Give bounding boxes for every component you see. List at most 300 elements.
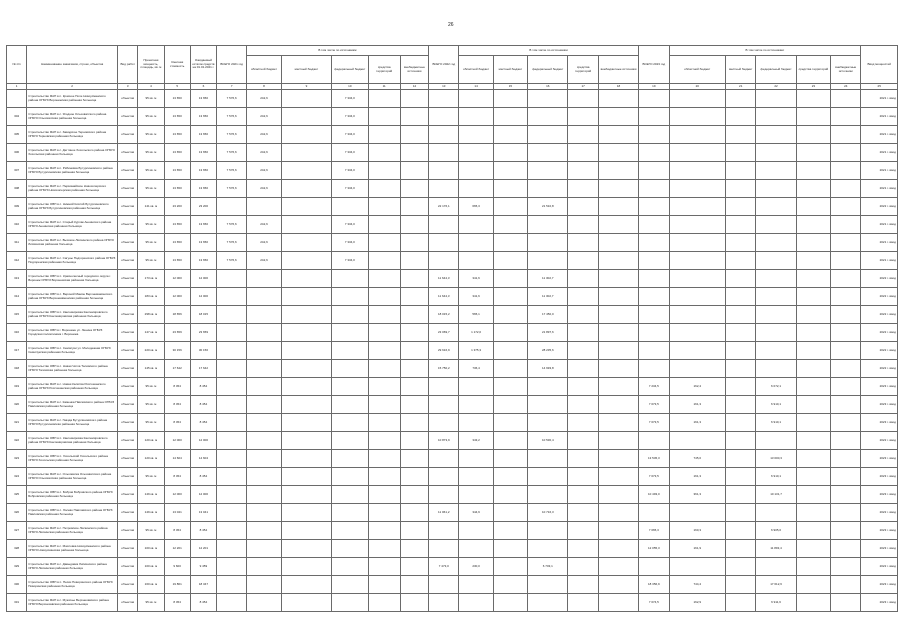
source-2021 — [281, 486, 332, 504]
source-2021 — [247, 450, 281, 468]
source-2021 — [332, 378, 368, 396]
source-2022 — [528, 576, 568, 594]
source-2022 — [459, 162, 493, 180]
column-number: 1 — [7, 84, 27, 90]
source-2023 — [726, 450, 756, 468]
source-2022 — [568, 378, 598, 396]
source-2023 — [796, 198, 830, 216]
source-2022 — [568, 252, 598, 270]
source-2022 — [459, 468, 493, 486]
source-2023 — [756, 216, 796, 234]
source-2022 — [598, 288, 638, 306]
header-total-2023: ВСЕГО 2023 год — [639, 46, 669, 84]
source-2021 — [368, 432, 400, 450]
work-type: объектов — [118, 504, 138, 522]
estimated-cost: 13 650 — [164, 252, 190, 270]
commissioning-year: 2023 г. ввод — [861, 522, 898, 540]
source-2023 — [796, 576, 830, 594]
source-2023 — [796, 144, 830, 162]
source-2022 — [493, 558, 527, 576]
commissioning-year: 2021 г. ввод — [861, 252, 898, 270]
commissioning-year: 2023 г. ввод — [861, 594, 898, 612]
header-src-2022: внебюджетные источники — [598, 56, 638, 84]
source-2021 — [368, 252, 400, 270]
source-2023 — [726, 504, 756, 522]
total-2023 — [639, 504, 669, 522]
source-2022 — [493, 90, 527, 108]
column-number: 2 — [27, 84, 118, 90]
source-2021 — [247, 324, 281, 342]
total-2021 — [217, 324, 247, 342]
table-row — [7, 90, 898, 108]
work-type: объектов — [118, 360, 138, 378]
source-2021 — [400, 162, 428, 180]
source-2023 — [831, 180, 861, 198]
header-src-2023: местный бюджет — [726, 56, 756, 84]
source-2023 — [726, 414, 756, 432]
source-2023: 161,9 — [669, 540, 726, 558]
source-2022 — [528, 144, 568, 162]
source-2023 — [796, 342, 830, 360]
column-number: 12 — [400, 84, 428, 90]
column-number: 5 — [164, 84, 190, 90]
source-2022 — [493, 360, 527, 378]
commissioning-year: 2023 г. ввод — [861, 396, 898, 414]
source-2022 — [528, 468, 568, 486]
source-2023 — [669, 288, 726, 306]
source-2023 — [669, 90, 726, 108]
table-row — [7, 558, 898, 576]
source-2023 — [796, 288, 830, 306]
source-2021 — [281, 594, 332, 612]
source-2022 — [493, 576, 527, 594]
total-2023: 18 356,9 — [639, 576, 669, 594]
source-2021 — [332, 594, 368, 612]
object-name: Строительство ОВП в с. Бобров Бобровского района ОГБУЗ Бобровская районная больница — [27, 486, 118, 504]
work-type: объектов — [118, 180, 138, 198]
source-2021 — [281, 144, 332, 162]
total-2023 — [639, 90, 669, 108]
total-2023 — [639, 432, 669, 450]
object-name: Строительство ОВП в п. Хохольский Хохольского района ОГБУЗ Хохольская районная больница — [27, 450, 118, 468]
source-2022 — [459, 396, 493, 414]
expected-balance: 13 650 — [190, 216, 216, 234]
source-2022 — [598, 576, 638, 594]
expected-balance: 13 650 — [190, 162, 216, 180]
object-name: Строительство ФАП в с. Мужичье Верхнехавского района ОГБУЗ Верхнехавская районная больница — [27, 594, 118, 612]
estimated-cost: 12 000 — [164, 432, 190, 450]
capacity: 100 кв. м — [138, 558, 164, 576]
source-2023: 744,4 — [669, 576, 726, 594]
source-2021 — [247, 558, 281, 576]
total-2021: 7 576,6 — [217, 126, 247, 144]
source-2023 — [726, 522, 756, 540]
column-number: 18 — [598, 84, 638, 90]
work-type: объектов — [118, 162, 138, 180]
row-number: 320 — [7, 396, 27, 414]
source-2023 — [726, 162, 756, 180]
row-number: 305 — [7, 126, 27, 144]
work-type: объектов — [118, 558, 138, 576]
object-name: Строительство ФАП в п. Красное Поле Новоусманского района ОГБУЗ Воронежская районная больница — [27, 90, 118, 108]
source-2022 — [598, 216, 638, 234]
source-2023 — [831, 144, 861, 162]
work-type: объектов — [118, 306, 138, 324]
source-2023 — [726, 252, 756, 270]
source-2022 — [598, 270, 638, 288]
source-2021 — [400, 486, 428, 504]
total-2023: 7 073,5 — [639, 468, 669, 486]
source-2021 — [281, 162, 332, 180]
total-2022: 11 644,3 — [429, 270, 459, 288]
source-2022 — [598, 396, 638, 414]
row-number: 315 — [7, 306, 27, 324]
capacity: 220 кв. м — [138, 342, 164, 360]
source-2021: 7 334,0 — [332, 162, 368, 180]
source-2023 — [756, 432, 796, 450]
capacity: 95 кв. м — [138, 252, 164, 270]
source-2021: 242,6 — [247, 90, 281, 108]
work-type: объектов — [118, 90, 138, 108]
source-2022: 10 530,4 — [528, 432, 568, 450]
row-number: 325 — [7, 486, 27, 504]
source-2021 — [247, 198, 281, 216]
source-2021 — [281, 342, 332, 360]
source-2021 — [332, 540, 368, 558]
source-2021 — [368, 324, 400, 342]
table-row — [7, 234, 898, 252]
source-2021: 7 334,0 — [332, 126, 368, 144]
commissioning-year: 2023 г. ввод — [861, 450, 898, 468]
source-2023 — [796, 594, 830, 612]
source-2022 — [598, 162, 638, 180]
source-2023 — [726, 126, 756, 144]
work-type: объектов — [118, 432, 138, 450]
source-2021 — [281, 126, 332, 144]
expected-balance: 8 454 — [190, 522, 216, 540]
source-2022 — [459, 216, 493, 234]
source-2022 — [568, 198, 598, 216]
source-2023 — [756, 252, 796, 270]
capacity: 149 кв. м — [138, 504, 164, 522]
expected-balance: 8 454 — [190, 396, 216, 414]
source-2022 — [459, 414, 493, 432]
object-name: Строительство ОВП в г. Воронеже ул. Ленина ОГБУЗ Городская поликлиника г. Воронежа — [27, 324, 118, 342]
work-type: объектов — [118, 594, 138, 612]
table-row — [7, 396, 898, 414]
source-2023: 162,9 — [669, 594, 726, 612]
total-2022 — [429, 144, 459, 162]
capacity: 120 кв. м — [138, 432, 164, 450]
object-name: Строительство ФАП в п. Рябиновка Бутурлиновского района ОГБУЗ Бутурлиновская районная больница — [27, 162, 118, 180]
source-2023 — [756, 288, 796, 306]
source-2021 — [400, 576, 428, 594]
source-2022 — [568, 450, 598, 468]
source-2023: 6 910,1 — [756, 396, 796, 414]
total-2021 — [217, 432, 247, 450]
table-row — [7, 450, 898, 468]
estimated-cost: 13 650 — [164, 126, 190, 144]
source-2021 — [400, 504, 428, 522]
header-src-2021: областной бюджет — [247, 56, 281, 84]
source-2022 — [568, 108, 598, 126]
source-2021 — [400, 468, 428, 486]
source-2023 — [669, 126, 726, 144]
source-2022 — [493, 198, 527, 216]
expected-balance: 13 650 — [190, 108, 216, 126]
source-2022 — [459, 234, 493, 252]
source-2021 — [400, 90, 428, 108]
source-2021: 242,6 — [247, 216, 281, 234]
row-number: 329 — [7, 558, 27, 576]
commissioning-year: 2023 г. ввод — [861, 540, 898, 558]
column-number: 13 — [429, 84, 459, 90]
source-2022 — [459, 180, 493, 198]
header-cost: Сметная стоимость — [164, 46, 190, 84]
estimated-cost: 23 200 — [164, 198, 190, 216]
row-number: 322 — [7, 432, 27, 450]
commissioning-year: 2021 г. ввод — [861, 180, 898, 198]
capacity: 173 кв. м — [138, 270, 164, 288]
source-2023 — [831, 594, 861, 612]
object-name: Строительство ФАП в с. Каменка Павловского района ОГБУЗ Павловская районная больница — [27, 396, 118, 414]
total-2021 — [217, 594, 247, 612]
source-2023 — [831, 468, 861, 486]
capacity: 95 кв. м — [138, 378, 164, 396]
header-year: Ввод мощностей — [861, 46, 898, 84]
work-type: объектов — [118, 234, 138, 252]
column-number: 11 — [368, 84, 400, 90]
source-2021 — [281, 504, 332, 522]
source-2022 — [598, 360, 638, 378]
source-2022 — [493, 162, 527, 180]
header-src-2021: средства территорий — [368, 56, 400, 84]
estimated-cost: 8 454 — [164, 468, 190, 486]
total-2023: 13 545,3 — [639, 450, 669, 468]
source-2022 — [598, 504, 638, 522]
source-2022: 341,6 — [459, 288, 493, 306]
table-row — [7, 180, 898, 198]
work-type: объектов — [118, 378, 138, 396]
source-2022 — [493, 522, 527, 540]
work-type: объектов — [118, 288, 138, 306]
expected-balance: 12 201 — [190, 540, 216, 558]
source-2021 — [368, 144, 400, 162]
commissioning-year: 2023 г. ввод — [861, 576, 898, 594]
expected-balance: 13 650 — [190, 234, 216, 252]
source-2021 — [368, 414, 400, 432]
total-2021: 7 576,6 — [217, 252, 247, 270]
total-2022 — [429, 486, 459, 504]
source-2022 — [493, 126, 527, 144]
source-2023 — [726, 306, 756, 324]
source-2023 — [796, 378, 830, 396]
source-2021 — [400, 594, 428, 612]
commissioning-year: 2021 г. ввод — [861, 234, 898, 252]
capacity: 183 кв. м — [138, 288, 164, 306]
source-2021 — [281, 216, 332, 234]
total-2022: 11 061,2 — [429, 504, 459, 522]
total-2023 — [639, 360, 669, 378]
source-2021 — [368, 234, 400, 252]
total-2023: 7 065,3 — [639, 522, 669, 540]
source-2022 — [528, 216, 568, 234]
source-2022 — [493, 324, 527, 342]
source-2022 — [568, 90, 598, 108]
source-2023 — [796, 234, 830, 252]
source-2023 — [756, 162, 796, 180]
estimated-cost: 12 000 — [164, 288, 190, 306]
source-2021: 242,6 — [247, 162, 281, 180]
source-2022 — [528, 522, 568, 540]
source-2022: 11 302,7 — [528, 288, 568, 306]
source-2021 — [368, 180, 400, 198]
source-2022 — [459, 522, 493, 540]
commissioning-year: 2022 г. ввод — [861, 306, 898, 324]
total-2022 — [429, 252, 459, 270]
estimated-cost: 8 454 — [164, 414, 190, 432]
source-2021 — [368, 90, 400, 108]
source-2021 — [332, 342, 368, 360]
source-2022 — [568, 342, 598, 360]
source-2021 — [332, 576, 368, 594]
source-2023 — [831, 216, 861, 234]
source-2023: 17 612,6 — [756, 576, 796, 594]
source-2023 — [831, 486, 861, 504]
estimated-cost: 13 650 — [164, 108, 190, 126]
source-2021 — [368, 468, 400, 486]
total-2022: 10 873,9 — [429, 432, 459, 450]
source-2022 — [528, 486, 568, 504]
row-number: 309 — [7, 198, 27, 216]
source-2022 — [568, 360, 598, 378]
source-2023 — [669, 360, 726, 378]
object-name: Строительство ФАП в с. Гвазда Бутурлиновского района ОГБУЗ Бутурлиновская районная больница — [27, 414, 118, 432]
object-name: Строительство ФАП в с. Высокое Лискинского района ОГБУЗ Лискинская районная больница — [27, 234, 118, 252]
work-type: объектов — [118, 270, 138, 288]
source-2023 — [796, 270, 830, 288]
source-2021 — [332, 522, 368, 540]
commissioning-year: 2022 г. ввод — [861, 504, 898, 522]
source-2022 — [493, 504, 527, 522]
object-name: Строительство ФАП в с. Ягодное Ольховатского района ОГБУЗ Ольховатская районная больница — [27, 108, 118, 126]
source-2022 — [459, 378, 493, 396]
source-2022 — [598, 342, 638, 360]
table-row — [7, 324, 898, 342]
source-2022 — [493, 414, 527, 432]
source-2021 — [332, 450, 368, 468]
expected-balance: 8 454 — [190, 468, 216, 486]
source-2021 — [332, 306, 368, 324]
row-number — [7, 90, 27, 108]
source-2021 — [281, 468, 332, 486]
total-2021 — [217, 288, 247, 306]
row-number: 307 — [7, 162, 27, 180]
header-capacity: Проектная мощность, площадь, кв. м — [138, 46, 164, 84]
expected-balance: 12 000 — [190, 432, 216, 450]
source-2021 — [368, 198, 400, 216]
capacity: 141 кв. м — [138, 198, 164, 216]
estimated-cost: 18 656 — [164, 306, 190, 324]
source-2021 — [400, 324, 428, 342]
header-src-2022: федеральный бюджет — [528, 56, 568, 84]
source-2021 — [400, 414, 428, 432]
source-2022 — [568, 306, 598, 324]
source-2023 — [796, 360, 830, 378]
expected-balance: 13 650 — [190, 252, 216, 270]
source-2023 — [831, 522, 861, 540]
commissioning-year: 2022 г. ввод — [861, 324, 898, 342]
source-2021 — [400, 198, 428, 216]
column-number: 23 — [796, 84, 830, 90]
source-2023 — [796, 396, 830, 414]
total-2023: 7 074,5 — [639, 594, 669, 612]
source-2022 — [493, 594, 527, 612]
source-2021 — [368, 486, 400, 504]
source-2022 — [568, 324, 598, 342]
source-2022 — [493, 306, 527, 324]
source-2022 — [528, 540, 568, 558]
commissioning-year: 2023 г. ввод — [861, 486, 898, 504]
expected-balance: 18 347 — [190, 576, 216, 594]
source-2021 — [400, 180, 428, 198]
commissioning-year: 2022 г. ввод — [861, 288, 898, 306]
expected-balance: 13 650 — [190, 90, 216, 108]
source-2023 — [726, 90, 756, 108]
source-2021 — [247, 576, 281, 594]
source-2023 — [756, 126, 796, 144]
source-2022 — [493, 144, 527, 162]
expected-balance: 14 604 — [190, 450, 216, 468]
commissioning-year: 2022 г. ввод — [861, 360, 898, 378]
source-2023: 13 000,3 — [756, 450, 796, 468]
source-2021 — [247, 594, 281, 612]
source-2021 — [368, 540, 400, 558]
source-2022 — [568, 234, 598, 252]
expected-balance: 8 454 — [190, 414, 216, 432]
source-2022 — [598, 432, 638, 450]
total-2023: 12 055,3 — [639, 540, 669, 558]
object-name: Строительство ФАП в с. Масловка Новоусманского района ОГБУЗ Новоусманская районная больница — [27, 540, 118, 558]
work-type: объектов — [118, 540, 138, 558]
source-2023 — [726, 216, 756, 234]
source-2023 — [726, 324, 756, 342]
source-2022 — [459, 252, 493, 270]
estimated-cost: 13 650 — [164, 144, 190, 162]
source-2021 — [400, 270, 428, 288]
total-2021: 7 576,6 — [217, 162, 247, 180]
source-2023 — [756, 342, 796, 360]
source-2021: 7 334,0 — [332, 234, 368, 252]
object-name: Строительство ФАП в с. Петровское Лискинского района ОГБУЗ Лискинская районная больница — [27, 522, 118, 540]
source-2022 — [568, 558, 598, 576]
header-src-2021: федеральный бюджет — [332, 56, 368, 84]
row-number: 326 — [7, 504, 27, 522]
source-2022 — [598, 522, 638, 540]
source-2023 — [796, 126, 830, 144]
table-row — [7, 522, 898, 540]
source-2023 — [669, 432, 726, 450]
work-type: объектов — [118, 324, 138, 342]
source-2021 — [281, 558, 332, 576]
table-row — [7, 288, 898, 306]
source-2022 — [598, 468, 638, 486]
total-2021 — [217, 306, 247, 324]
total-2022 — [429, 396, 459, 414]
source-2023 — [831, 576, 861, 594]
work-type: объектов — [118, 450, 138, 468]
source-2023 — [796, 432, 830, 450]
